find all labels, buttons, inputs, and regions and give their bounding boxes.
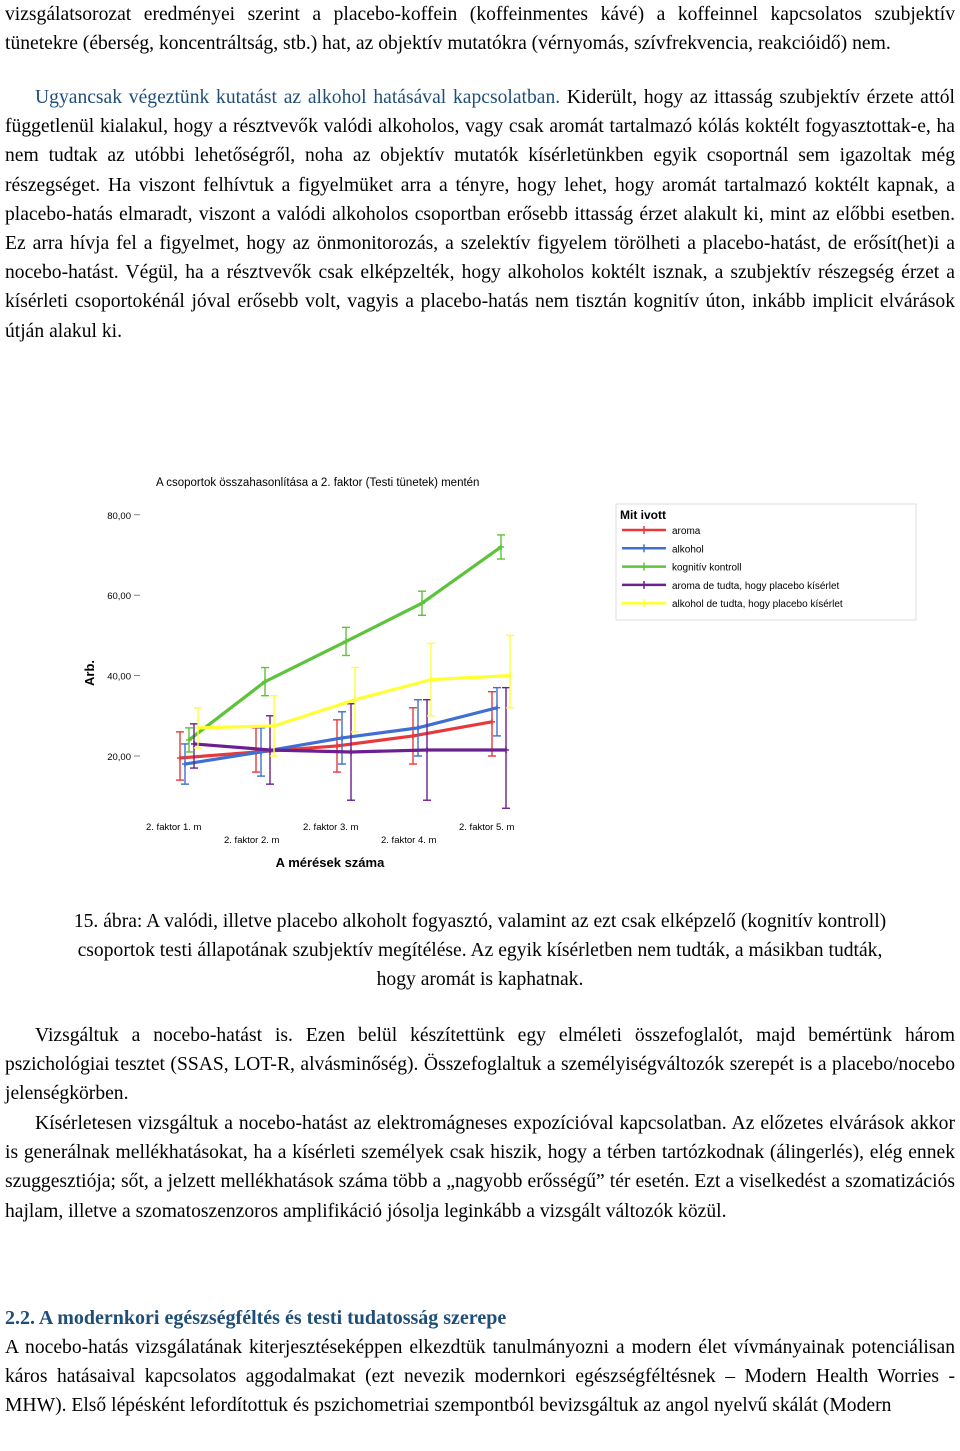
x-tick-label: 2. faktor 2. m [224,835,280,846]
paragraph-3: Vizsgáltuk a nocebo-hatást is. Ezen belül készítettünk egy elméleti összefoglalót, majd bemértünk három pszichológiai tesztet (SSAS, LOT-R, alvásminőség). Összefoglaltuk a személyiségváltozók szerepét is a placebo/nocebo jelenségkörben. [5,1025,955,1105]
data-point [182,761,188,767]
legend-label: alkohol [672,544,704,556]
data-point [424,747,430,753]
legend-label: aroma de tudta, hogy placebo kísérlet [672,580,840,592]
data-point [489,719,495,725]
paragraph-2-body: Kiderült, hogy az ittasság szubjektív érzete attól függetlenül kialakul, hogy a résztvevők valódi alkoholos, vagy csak aromát tartalmazó kólás koktélt fogyasztottak-e, ha nem tudtak az utóbbi lehetőségről, noha az objektív mutatók kísérletünkben egyik csoportnál sem igazoltak még részegséget. Ha viszont felhívtuk a figyelmüket arra a tényre, hogy lehet, hogy aromát tartalmazó koktélt kapnak, a placebo-hatás elmaradt, viszont a valódi alkoholos csoportban erősebb ittasság érzet alakult ki, mint az előbbi esetben. Ez arra hívja fel a figyelmet, hogy az önmonitorozás, a szelektív figyelem törölheti a placebo-hatást, de erősít(het)i a nocebo-hatást. Végül, ha a résztvevők csak elképzelték, hogy alkoholos koktélt isznak, a szubjektív részegség érzet a kísérleti csoportokénál jóval erősebb volt, vagyis a placebo-hatás nem tisztán kognitív úton, inkább implicit elvárások útján alakul ki. [5,87,955,342]
y-tick-label: 20,00 [107,752,131,763]
data-point [334,743,340,749]
series-line [198,676,510,728]
legend-title: Mit ivott [620,508,666,522]
paragraph-5: A nocebo-hatás vizsgálatának kiterjesztéseképpen elkezdtük tanulmányozni a modern élet vívmányainak potenciálisan káros hatásaival kapcsolatos aggodalmakat (ezt nevezik modernkori egészségféltésnek – Modern Health Worries - MHW). Első lépésként lefordítottuk és pszichometriai szempontból bevizsgáltuk az angol nyelvű skálát (Modern [5,1337,955,1417]
y-tick-label: 60,00 [107,591,131,603]
data-point [177,755,183,761]
figure-caption: 15. ábra: A valódi, illetve placebo alkoholt fogyasztó, valamint az ezt csak elképzelő (kognitív kontroll) csoportok testi állapotának szubjektív megítélése. Az egyik kísérletben nem tudták, a másikban tudták, hogy aromát is kaphatnak. [73,911,887,990]
data-point [191,741,197,747]
data-point [503,747,509,753]
y-tick-label: 80,00 [107,510,131,522]
chart-title: A csoportok összahasonlítása a 2. faktor (Testi tünetek) mentén [156,477,480,489]
x-tick-label: 2. faktor 3. m [303,822,359,833]
x-axis-label: A mérések száma [275,855,385,870]
series-line [185,708,497,764]
paragraph-2 [5,83,955,346]
series-line [189,547,501,740]
paragraph-4: Kísérletesen vizsgáltuk a nocebo-hatást az elektromágneses expozícióval kapcsolatban. Az előzetes elvárások akkor is generálnak mellékhatásokat, ha a kísérleti személyek csak hiszik, hogy a térben tartózkodnak (álingerlés), elég ennek szuggesztiója; sőt, a jelzett mellékhatások száma több a „nagyobb erősségű” tér esetén. Ezt a viselkedést a szomatizációs hajlam, illetve a szomatoszenzoros amplifikáció jósolja leginkább a vizsgált változók közül. [5,1113,955,1222]
y-axis-label: Arb. [82,660,97,686]
x-tick-label: 2. faktor 5. m [459,822,515,833]
x-tick-label: 2. faktor 4. m [381,835,437,846]
legend-label: aroma [672,526,701,537]
figure-chart [0,458,960,878]
paragraph-2-lead: Ugyancsak végeztünk kutatást az alkohol hatásával kapcsolatban. [35,87,561,108]
data-point [339,735,345,741]
data-point [410,733,416,739]
x-tick-label: 2. faktor 1. m [146,822,202,833]
paragraph-1: vizsgálatsorozat eredményei szerint a placebo-koffein (koffeinmentes kávé) a koffeinnel kapcsolatos szubjektív tünetekre (éberség, koncentráltság, stb.) hat, az objektív mutatókra (vérnyomás, szívfrekvencia, reakcióidő) nem. [5,4,955,55]
y-tick-label: 40,00 [107,671,131,683]
legend-label: kognitív kontroll [672,562,742,574]
data-point [348,749,354,755]
section-heading: 2.2. A modernkori egészségféltés és testi tudatosság szerepe [5,1307,507,1329]
legend-label: alkohol de tudta, hogy placebo kísérlet [672,599,843,611]
data-point [507,673,513,679]
